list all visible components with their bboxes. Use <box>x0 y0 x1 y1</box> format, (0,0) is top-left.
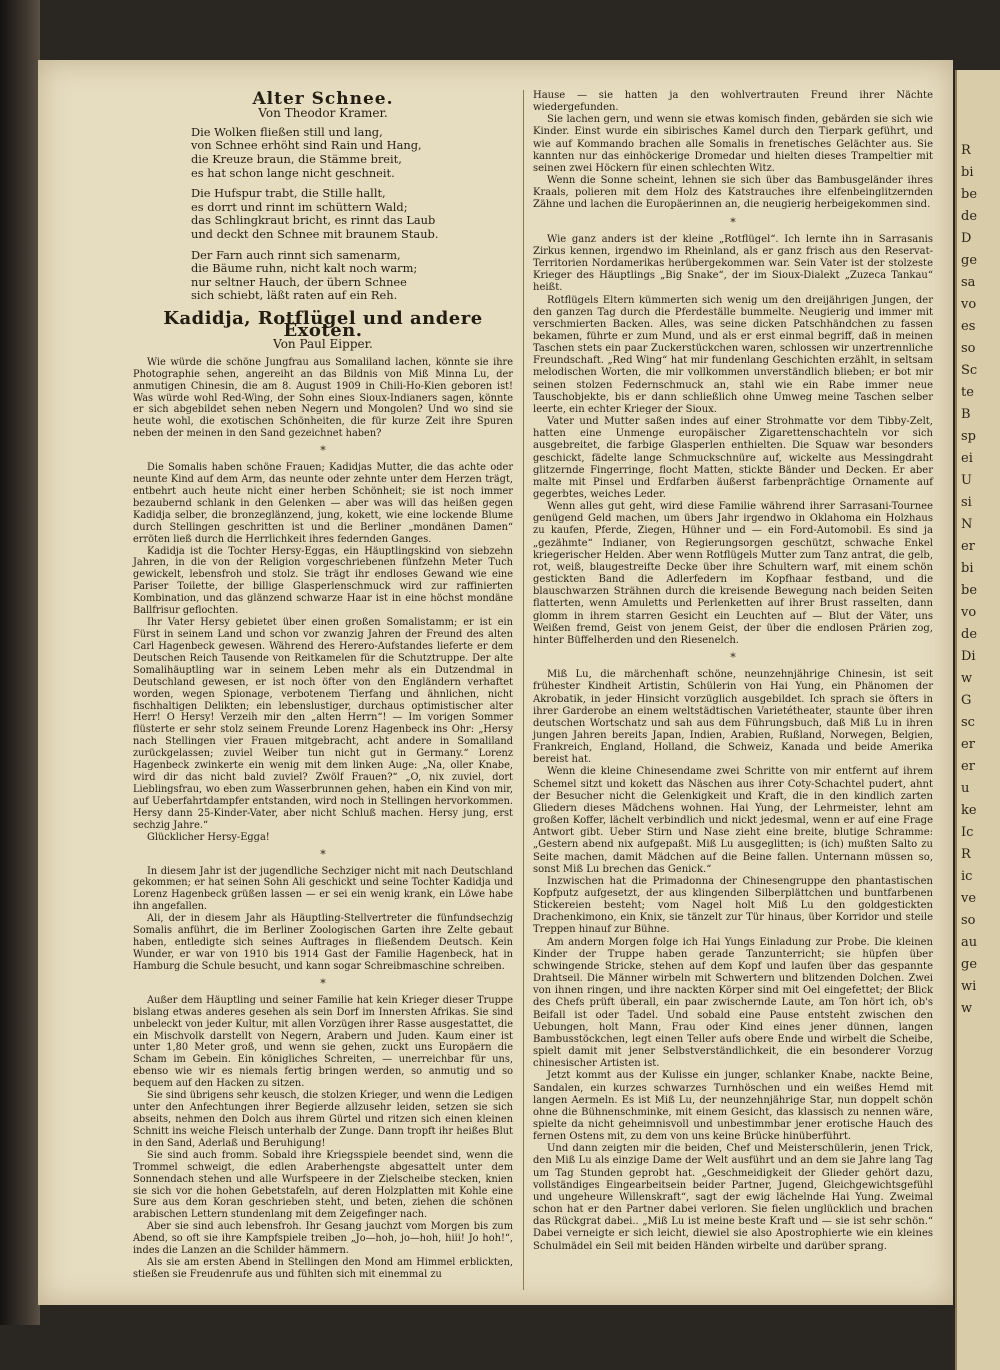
next-page-fragment: au <box>961 935 978 950</box>
next-page-fragment: R <box>961 143 971 158</box>
section-separator: * <box>320 976 326 990</box>
next-page-fragment: ei <box>961 451 973 466</box>
poem-author: Von Theodor Kramer. <box>258 105 388 120</box>
next-page-fragment: w <box>961 671 973 686</box>
article-paragraph: Wenn alles gut geht, wird diese Familie während ihrer Sarrasani-Tournee genügend Geld machen, um übers Jahr irgendwo in Oklahoma ein Holzhaus zu kaufen, Pferde, Ziegen, Hühner und — ein Ford-Automobil. Es sind ja „gezähmte“ Indianer, von Regierungsorgen geschützt, schwache Enkel kriegerischer Helden. Aber wenn Rotflügels Mutter zum Tanz antrat, die gelb, rot, weiß, blaugestreifte Decke über ihre Schultern warf, mit einem schön gestickten Band die Adlerfedern im Kopfhaar festband, und die blauschwarzen Strähnen durch die kreisende Bewegung nach beiden Seiten flatterten, wenn Amuletts und Perlenketten auf ihrer Brust rasselten, dann glomm in ihrem starren Gesicht ein Leuchten auf — Blut der Väter, uns Weißen fremd, Geist von jenem Geist, der über die endlosen Prärien zog, hinter Büffelherden und den Riesenelch. <box>533 501 933 646</box>
column-divider <box>523 90 524 1290</box>
next-page-fragment: er <box>961 737 975 752</box>
poem-line: die Kreuze braun, die Stämme breit, <box>191 152 402 167</box>
next-page-fragment: vo <box>961 605 977 620</box>
left-column <box>133 90 513 1281</box>
poem-line: es dorrt und rinnt im schüttern Wald; <box>191 199 408 214</box>
next-page-fragment: wi <box>961 979 977 994</box>
newspaper-page <box>38 60 953 1305</box>
next-page-fragment: U <box>961 473 972 488</box>
article-paragraph: Am andern Morgen folge ich Hai Yungs Einladung zur Probe. Die kleinen Kinder der Truppe haben gerade Tanzunterricht; sie hüpfen über schwingende Stricke, stehen auf dem Kopf und laufen über das gespannte Drahtseil. Die Männer wirbeln mit Schwertern und blitzenden Dolchen. Zwei von ihnen ringen, und ihre nackten Körper sind mit Oel eingefettet; der Blick des Chefs prüft überall, ein paar zwischernde Laute, am Ton hört ich, ob's Beifall ist oder Tadel. Und sobald eine Pause entsteht zwischen den Uebungen, holt Mann, Frau oder Kind eines jener dünnen, langen Bambusstöckchen, legt einen Teller aufs obere Ende und wirbelt die Scheibe, spielt damit mit jener Selbstverständlichkeit, die ein besonderer Vorzug chinesischer Artisten ist. <box>533 936 933 1070</box>
next-page-fragment: G <box>961 693 972 708</box>
poem-stanza <box>191 187 513 241</box>
poem-stanza <box>191 126 513 180</box>
article-paragraph: Außer dem Häuptling und seiner Familie hat kein Krieger dieser Truppe bislang etwas anderes gesehen als sein Dorf im Innersten Afrikas. Sie sind unbeleckt von jeder Kultur, mit allen Vorzügen ihrer Rasse ausgestattet, die ein Mischvolk darstellt von Negern, Arabern und Juden. Kaum einer ist unter 1,80 Meter groß, und wenn sie gehen, zuckt uns Europäern die Scham im Gebein. Ein königliches Schreiten, — unerreichbar für uns, ebenso wie wir es niemals fertig bringen werden, so anmutig und so bequem auf den Hacken zu sitzen. <box>133 994 513 1090</box>
article-paragraph: Aber sie sind auch lebensfroh. Ihr Gesang jauchzt vom Morgen bis zum Abend, so oft sie ihre Kampfspiele treiben „Jo—hoh, jo—hoh, hiii! Jo hoh!“, indes die Lanzen an die Schilder hämmern. <box>133 1221 513 1257</box>
article-intro: Wie würde die schöne Jungfrau aus Somaliland lachen, könnte sie ihre Photographie sehen, angereiht an das Bildnis von Miß Minna Lu, der anmutigen Chinesin, die am 8. August 1909 in Chili-Ho-Kien geboren ist! Was würde wohl Red-Wing, der Sohn eines Sioux-Indianers sagen, könnte er sich abgebildet sehen neben Negern und Mongolen? Und wo sind sie heute wohl, die exotischen Schönheiten, die für kurze Zeit ihre Spuren neben der meinen in den Sand gezeichnet haben? <box>133 356 513 440</box>
article-paragraph: Die Somalis haben schöne Frauen; Kadidjas Mutter, die das achte oder neunte Kind auf dem Arm, das neunte oder zehnte unter dem Herzen trägt, entbehrt auch heute nicht einer herben Schönheit; sie ist noch immer bezaubernd schlank in den Gelenken — aber was will das heißen gegen Kadidja selber, die bronzeglänzend, jung, kokett, wie eine lockende Blume durch Stellingen geschritten ist und die Berliner „mondänen Damen“ erröten ließ durch die Herrlichkeit ihres federnden Ganges. <box>133 462 513 545</box>
next-page-fragment: Sc <box>961 363 978 378</box>
next-page-fragment: u <box>961 781 970 796</box>
poem-stanza <box>191 249 513 303</box>
next-page-fragment: sa <box>961 275 976 290</box>
next-page-fragment: sp <box>961 429 976 444</box>
poem-line: Der Farn auch rinnt sich samenarm, <box>191 247 401 262</box>
next-page-fragment: ge <box>961 957 978 972</box>
article-paragraph: Und dann zeigten mir die beiden, Chef und Meisterschülerin, jenen Trick, den Miß Lu als einzige Dame der Welt ausführt und an dem sie Jahre lang Tag um Tag Stunden geprobt hat. „Geschmeidigkeit der Glieder gehört dazu, vollständiges Eingearbeitsein beider Partner, Jugend, Gleichgewichtsgefühl und ungeheure Willenskraft“, sagt der ewig lächelnde Hai Yung. Zweimal schon hat er den Partner dabei verloren. Sie fielen unglücklich und brachen das Rückgrat dabei.. „Miß Lu ist meine beste Kraft und — sie ist sehr schön.“ Dabei verneigte er sich leicht, diewiel sie also Apostrophierte wie ein kleines Schulmädel ein Seil mit beiden Händen wirbelte und darüber sprang. <box>533 1143 933 1252</box>
next-page-fragment: Di <box>961 649 976 664</box>
poem <box>191 126 513 303</box>
article-paragraph: Als sie am ersten Abend in Stellingen den Mond am Himmel erblickten, stießen sie Freudenrufe aus und fühlten sich mit einemmal zu <box>133 1257 513 1280</box>
next-page-fragment: bi <box>961 165 974 180</box>
article-paragraph: Vater und Mutter saßen indes auf einer Strohmatte vor dem Tibby-Zelt, hatten eine Unmenge europäischer Zigarettenschachteln vor sich ausgebreitet, die farbige Glasperlen enthielten. Die Squaw war besonders geschickt, fädelte lange Schmuckschnüre auf, wickelte aus Messingdraht glitzernde Fingerringe, flocht Matten, stickte Bänder und Decken. Er aber malte mit Pinsel und Erdfarben äußerst farbenprächtige Ornamente auf gegerbtes, weiches Leder. <box>533 416 933 500</box>
section-separator: * <box>320 444 326 458</box>
article-paragraph: Ali, der in diesem Jahr als Häuptling-Stellvertreter die fünfundsechzig Somalis anführt, die im Berliner Zoologischen Garten ihre Zelte gebaut haben, entledigte sich seines Auftrages in fließendem Deutsch. Kein Wunder, er war von 1910 bis 1914 Gast der Familie Hagenbeck, hat in Hamburg die Schule besucht, und kann sogar Schreibmaschine schreiben. <box>133 913 513 972</box>
next-page-fragment: be <box>961 583 978 598</box>
next-page-fragment: de <box>961 209 978 224</box>
poem-line: Die Wolken fließen still und lang, <box>191 124 383 139</box>
next-page-fragment: w <box>961 1001 973 1016</box>
section-separator: * <box>730 215 736 229</box>
article-paragraph: Wenn die Sonne scheint, lehnen sie sich über das Bambusgeländer ihres Kraals, polieren mit dem Holz des Katstrauches ihre elfenbeinglitzernden Zähne und lachen die Europäerinnen an, die neugierig herbeigekommen sind. <box>533 175 933 211</box>
article-paragraph: Wie ganz anders ist der kleine „Rotflügel“. Ich lernte ihn in Sarrasanis Zirkus kennen, irgendwo im Rheinland, als er ganz frisch aus den Reservat-Territorien Nordamerikas herübergekommen war. Sein Vater ist der stolzeste Krieger des Häuptlings „Big Snake“, der im Sioux-Dialekt „Zuzeca Tankau“ heißt. <box>533 233 933 294</box>
article-paragraph: Wenn die kleine Chinesendame zwei Schritte von mir entfernt auf ihrem Schemel sitzt und kokett das Näschen aus ihrer Coty-Schachtel pudert, ahnt der Besucher nicht die Gelenkigkeit und Kraft, die in den kindlich zarten Gliedern dieses Mädchens wohnen. Hai Yung, der Lehrmeister, lehnt am großen Koffer, lächelt verbindlich und nickt jedesmal, wenn er auf eine Frage Antwort gibt. Ueber Stirn und Nase zieht eine breite, blutige Schramme: „Gestern abend nix aufgepaßt. Miß Lu ausgeglitten; is (ich) mußten Salto zu Seite machen, damit Mädchen auf die Beine fallen. Unternann müssen so, sonst Miß Lu brechen das Genick.“ <box>533 766 933 875</box>
next-page-fragment: be <box>961 187 978 202</box>
article-paragraph: Ihr Vater Hersy gebietet über einen großen Somalistamm; er ist ein Fürst in seinem Land und schon vor zwanzig Jahren der Freund des alten Carl Hagenbeck gewesen. Während des Herero-Aufstandes lieferte er dem Deutschen Reich Tausende von Reitkamelen für die Schutztruppe. Der alte Somalihäuptling war in seinem Leben mehr als ein Dutzendmal in Deutschland gewesen, er ist noch öfter von den Engländern verhaftet worden, wegen Spionage, verbotenem Tierfang und ähnlichen, nicht fischhaltigen Delikten; ein lebenslustiger, durchaus optimistischer alter Herr! O Hersy! Verzeih mir den „alten Herrn“! — Im vorigen Sommer flüsterte er sehr stolz seinem Freunde Lorenz Hagenbeck ins Ohr: „Hersy nach Stellingen vier Frauen mitgebracht, acht andere in Somaliland zurückgelassen; zuviel Weiber tun nicht gut in Germany.“ Lorenz Hagenbeck zwinkerte ein wenig mit dem linken Auge: „Na, oller Knabe, wird dir das nicht bald zuviel? Zwölf Frauen?“ „O, nix zuviel, dort Lieblingsfrau, wo eben zum Wasserbrunnen gehen, haben ein Kind von mir, auf Ueberfahrtdampfer entstanden, wird noch in Stellingen hervorkommen. Hersy dann 25-Kinder-Vater, aber nicht Schluß machen. Hersy jung, erst sechzig Jahre.“ <box>133 617 513 831</box>
next-page-fragment: N <box>961 517 973 532</box>
article-title: Kadidja, Rotflügel und andere Exoten. <box>163 307 483 341</box>
next-page-fragment: Ic <box>961 825 974 840</box>
poem-line: nur seltner Hauch, der übern Schnee <box>191 274 407 289</box>
article-paragraph: In diesem Jahr ist der jugendliche Sechziger nicht mit nach Deutschland gekommen; er hat seinen Sohn Ali geschickt und seine Tochter Kadidja und Lorenz Hagenbeck grüßen lassen — er sei ein wenig krank, ein Löwe habe ihn angefallen. <box>133 865 513 913</box>
article-paragraph: Miß Lu, die märchenhaft schöne, neunzehnjährige Chinesin, ist seit frühester Kindheit Artistin, Schülerin von Hai Yung, ein Phänomen der Akrobatik, in jeder Hinsicht vorzüglich ausgebildet. Ich sprach sie öfters in ihrer Garderobe an einem weltstädtischen Varietétheater, staunte über ihren deutschen Wortschatz und sah aus dem Führungsbuch, daß Miß Lu in ihren jungen Jahren bereits Japan, Indien, Arabien, Rußland, Norwegen, Belgien, Frankreich, England, Holland, die Schweiz, Kanada und beide Amerika bereist hat. <box>533 669 933 766</box>
book-binding <box>0 0 40 1325</box>
article-paragraph: Sie sind auch fromm. Sobald ihre Kriegsspiele beendet sind, wenn die Trommel schweigt, die edlen Araberhengste abgesattelt unter dem Sonnendach stehen und alle Wurfspeere in der Zielscheibe stecken, knien sie sich vor die hohen Gebetstafeln, auf deren Holzplatten mit Kohle eine Sure aus dem Koran geschrieben steht, und beten, ziehen die schönen arabischen Lettern stundenlang mit dem Zeigefinger nach. <box>133 1149 513 1221</box>
next-page-fragment: de <box>961 627 978 642</box>
poem-title: Alter Schnee. <box>252 89 394 109</box>
right-column <box>533 90 933 1253</box>
next-page-fragment: te <box>961 385 974 400</box>
next-page-fragment: ic <box>961 869 973 884</box>
next-page-fragment: ve <box>961 891 977 906</box>
poem-line: und deckt den Schnee mit braunem Staub. <box>191 227 439 241</box>
next-page-fragment: es <box>961 319 976 334</box>
article-paragraph: Rotflügels Eltern kümmerten sich wenig um den dreijährigen Jungen, der den ganzen Tag durch die Pferdeställe bummelte. Neugierig und immer mit verschmierten Backen. Alles, was seine dicken Patschhändchen zu fassen bekamen, führte er zum Mund, und als er erst einmal begriff, daß in meinen Taschen stets ein paar Zuckerstückchen waren, schlossen wir unzertrennliche Freundschaft. „Red Wing“ hat mir fundenlang Geschichten erzählt, in seltsam melodischen Worten, die mir vollkommen unverständlich blieben; er bot mir seinen stolzen Federnschmuck an, stahl wie ein Rabe immer neue Tauschobjekte, bis er dann schließlich ohne Umweg meine Taschen selber leerte, ein echter Krieger der Sioux. <box>533 294 933 415</box>
poem-line: sich schiebt, läßt raten auf ein Reh. <box>191 288 398 303</box>
next-page-fragment: so <box>961 913 976 928</box>
next-page-fragment: er <box>961 539 975 554</box>
next-page-fragment: sc <box>961 715 975 730</box>
next-page-fragment: ge <box>961 253 978 268</box>
poem-line: von Schnee erhöht sind Rain und Hang, <box>191 138 422 153</box>
section-separator: * <box>320 847 326 861</box>
article-paragraph: Kadidja ist die Tochter Hersy-Eggas, ein Häuptlingskind von siebzehn Jahren, in die von der Religion vorgeschriebenen fünfzehn Meter Tuch gewickelt, lebensfroh und stolz. Sie trägt ihr endloses Gewand wie eine Pariser Toilette, der billige Glasperlenschmuck wird zur raffinierten Kombination, und das glänzend schwarze Haar ist in eine höchst mondäne Ballfrisur geflochten. <box>133 545 513 617</box>
next-page-fragment: er <box>961 759 975 774</box>
poem-line: Die Hufspur trabt, die Stille hallt, <box>191 186 386 201</box>
next-page-fragment: so <box>961 341 976 356</box>
next-page-fragment: si <box>961 495 972 510</box>
next-page-fragment: bi <box>961 561 974 576</box>
next-page-edge <box>955 70 1000 1370</box>
next-page-fragment: R <box>961 847 971 862</box>
article-paragraph: Hause — sie hatten ja den wohlvertrauten Freund ihrer Nächte wiedergefunden. <box>533 90 933 114</box>
article-paragraph: Jetzt kommt aus der Kulisse ein junger, schlanker Knabe, nackte Beine, Sandalen, ein kurzes schwarzes Turnhöschen und ein weißes Hemd mit langen Aermeln. Es ist Miß Lu, der neunzehnjährige Star, nun doppelt schön ohne die Bühnenschminke, mit einem Gesicht, das klassisch zu nennen wäre, spielte da nicht geheimnisvoll und unbestimmbar jener erotische Hauch des fernen Ostens mit, zu dem von uns keine Brücke hinüberführt. <box>533 1070 933 1143</box>
section-separator: * <box>730 651 736 665</box>
article-author: Von Paul Eipper. <box>273 336 373 351</box>
next-page-fragment: B <box>961 407 971 422</box>
poem-line: es hat schon lange nicht geschneit. <box>191 165 395 180</box>
poem-line: das Schlingkraut bricht, es rinnt das Laub <box>191 213 436 228</box>
article-paragraph: Inzwischen hat die Primadonna der Chinesengruppe den phantastischen Kopfputz aufgesetzt, der aus klingenden Silberplättchen und buntfarbenen Stickereien besteht; vom Nagel holt Miß Lu den goldgestickten Drachenkimono, ein Knix, sie tänzelt zur Tür hinaus, über Korridor und steile Treppen hinauf zur Bühne. <box>533 875 933 936</box>
next-page-fragment: D <box>961 231 972 246</box>
poem-line: die Bäume ruhn, nicht kalt noch warm; <box>191 261 418 276</box>
next-page-fragment: vo <box>961 297 977 312</box>
next-page-fragment: ke <box>961 803 977 818</box>
article-paragraph: Sie lachen gern, und wenn sie etwas komisch finden, gebärden sie sich wie Kinder. Einst wurde ein sibirisches Kamel durch den Tierpark geführt, und wie auf Kommando brachen alle Somalis in frenetisches Gelächter aus. Sie kannten nur das einhöckerige Dromedar und hielten dieses Trampeltier mit seinen zwei Höckern für einen schlechten Witz. <box>533 114 933 174</box>
article-paragraph: Glücklicher Hersy-Egga! <box>147 831 270 843</box>
article-paragraph: Sie sind übrigens sehr keusch, die stolzen Krieger, und wenn die Ledigen unter den Anfechtungen ihrer Begierde allzusehr leiden, setzen sie sich abseits, nehmen den Dolch aus ihrem Gürtel und ritzen sich einen kleinen Schnitt ins weiche Fleisch unterhalb der Zunge. Dann tropft ihr heißes Blut in den Sand, Aderlaß und Beruhigung! <box>133 1090 513 1149</box>
